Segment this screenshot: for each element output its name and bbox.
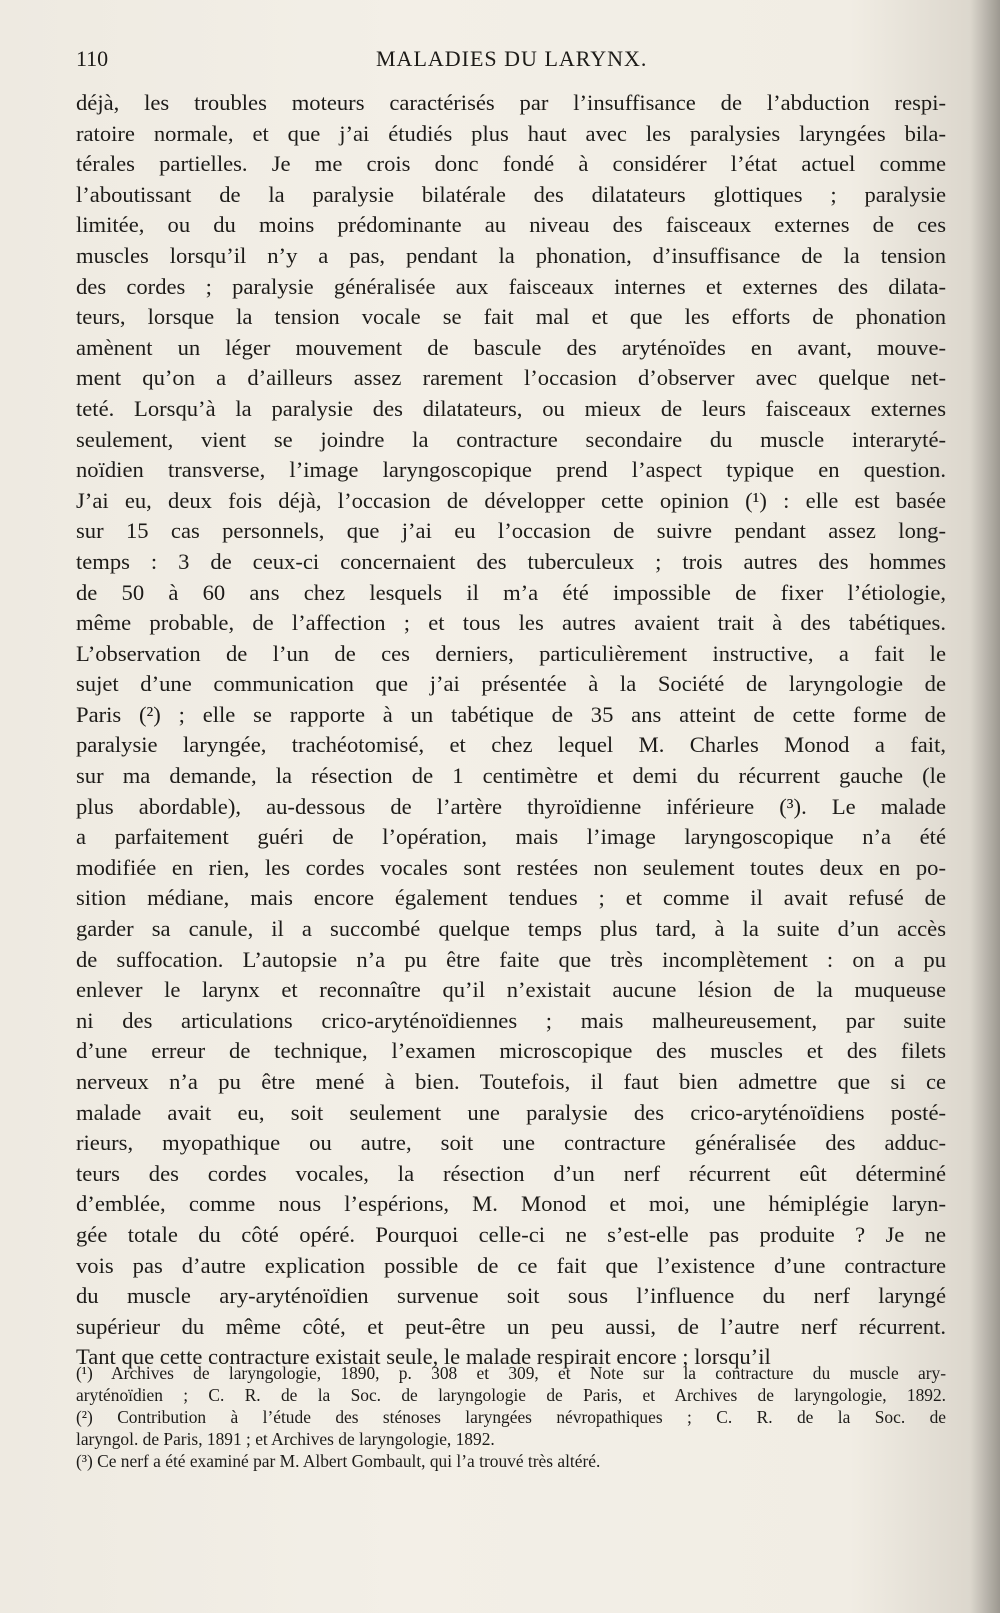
text-line: teurs des cordes vocales, la résection d’un nerf récurrent eût déterminé (76, 1160, 946, 1186)
text-line: seulement, vient se joindre la contracture secondaire du muscle interaryté- (76, 426, 946, 452)
text-line: amènent un léger mouvement de bascule des aryténoïdes en avant, mouve- (76, 334, 946, 360)
text-line: J’ai eu, deux fois déjà, l’occasion de développer cette opinion (¹) : elle est basée (76, 487, 946, 513)
text-line: d’une erreur de technique, l’examen microscopique des muscles et des filets (76, 1038, 946, 1064)
text-line: ni des articulations crico-aryténoïdiennes ; mais malheureusement, par suite (76, 1007, 946, 1033)
text-line: rieurs, myopathique ou autre, soit une contracture généralisée des adduc- (76, 1130, 946, 1156)
text-line: malade avait eu, soit seulement une paralysie des crico-aryténoïdiens posté- (76, 1099, 946, 1125)
text-line: limitée, ou du moins prédominante au niveau des faisceaux externes de ces (76, 212, 946, 238)
text-line: teté. Lorsqu’à la paralysie des dilatateurs, ou mieux de leurs faisceaux externes (76, 395, 946, 421)
page-header (76, 46, 946, 76)
text-line: sur 15 cas personnels, que j’ai eu l’occasion de suivre pendant assez long- (76, 518, 946, 544)
text-line: de suffocation. L’autopsie n’a pu être faite que très incomplètement : on a pu (76, 946, 946, 972)
text-line: ment qu’on a d’ailleurs assez rarement l’occasion d’observer avec quelque net- (76, 365, 946, 391)
text-line: d’emblée, comme nous l’espérions, M. Monod et moi, une hémiplégie laryn- (76, 1191, 946, 1217)
text-line: Paris (²) ; elle se rapporte à un tabétique de 35 ans atteint de cette forme de (76, 701, 946, 727)
footnote-line: aryténoïdien ; C. R. de la Soc. de laryngologie de Paris, et Archives de laryngologie, 1892. (76, 1385, 946, 1405)
text-line: l’aboutissant de la paralysie bilatérale des dilatateurs glottiques ; paralysie (76, 181, 946, 207)
body-text (76, 88, 946, 1373)
text-line: teurs, lorsque la tension vocale se fait mal et que les efforts de phonation (76, 304, 946, 330)
footnote-line: laryngol. de Paris, 1891 ; et Archives de laryngologie, 1892. (76, 1429, 495, 1449)
text-line: du muscle ary-aryténoïdien survenue soit sous l’influence du nerf laryngé (76, 1283, 946, 1309)
text-line: paralysie laryngée, trachéotomisé, et chez lequel M. Charles Monod a fait, (76, 732, 946, 758)
text-line: des cordes ; paralysie généralisée aux faisceaux internes et externes des dilata- (76, 273, 946, 299)
page-number: 110 (76, 46, 109, 71)
text-line: garder sa canule, il a succombé quelque temps plus tard, à la suite d’un accès (76, 916, 946, 942)
text-line: a parfaitement guéri de l’opération, mais l’image laryngoscopique n’a été (76, 824, 946, 850)
text-line: sition médiane, mais encore également tendues ; et comme il avait refusé de (76, 885, 946, 911)
text-line: déjà, les troubles moteurs caractérisés par l’insuffisance de l’abduction respi- (76, 90, 946, 115)
footnote-line: (³) Ce nerf a été examiné par M. Albert Gombault, qui l’a trouvé très altéré. (76, 1451, 601, 1471)
text-line: enlever le larynx et reconnaître qu’il n’existait aucune lésion de la muqueuse (76, 977, 946, 1003)
footnotes (76, 1362, 946, 1472)
text-line: noïdien transverse, l’image laryngoscopique prend l’aspect typique en question. (76, 457, 946, 483)
text-line: Tant que cette contracture existait seule, le malade respirait encore ; lorsqu’il (76, 1344, 771, 1370)
footnote-line: (²) Contribution à l’étude des sténoses laryngées névropathiques ; C. R. de la Soc. de (76, 1407, 946, 1427)
text-line: sur ma demande, la résection de 1 centimètre et demi du récurrent gauche (le (76, 763, 946, 789)
text-line: ratoire normale, et que j’ai étudiés plus haut avec les paralysies laryngées bila- (76, 120, 946, 146)
text-line: vois pas d’autre explication possible de ce fait que l’existence d’une contracture (76, 1252, 946, 1278)
text-line: supérieur du même côté, et peut-être un peu aussi, de l’autre nerf récurrent. (76, 1313, 946, 1339)
footnote-line: (¹) Archives de laryngologie, 1890, p. 308 et 309, et Note sur la contracture du muscle ary- (76, 1363, 946, 1383)
text-line: sujet d’une communication que j’ai présentée à la Société de laryngologie de (76, 671, 946, 697)
text-line: temps : 3 de ceux-ci concernaient des tuberculeux ; trois autres des hommes (76, 548, 946, 574)
running-title: MALADIES DU LARYNX. (376, 46, 648, 71)
text-line: L’observation de l’un de ces derniers, particulièrement instructive, a fait le (76, 640, 946, 666)
text-line: modifiée en rien, les cordes vocales sont restées non seulement toutes deux en po- (76, 854, 946, 880)
text-line: gée totale du côté opéré. Pourquoi celle-ci ne s’est-elle pas produite ? Je ne (76, 1221, 946, 1247)
text-line: même probable, de l’affection ; et tous les autres avaient trait à des tabétiques. (76, 610, 946, 636)
text-line: muscles lorsqu’il n’y a pas, pendant la phonation, d’insuffisance de la tension (76, 242, 946, 268)
text-line: de 50 à 60 ans chez lesquels il m’a été impossible de fixer l’étiologie, (76, 579, 946, 605)
text-line: térales partielles. Je me crois donc fondé à considérer l’état actuel comme (76, 151, 946, 177)
text-line: nerveux n’a pu être mené à bien. Toutefois, il faut bien admettre que si ce (76, 1069, 946, 1094)
text-line: plus abordable), au-dessous de l’artère thyroïdienne inférieure (³). Le malade (76, 793, 946, 819)
